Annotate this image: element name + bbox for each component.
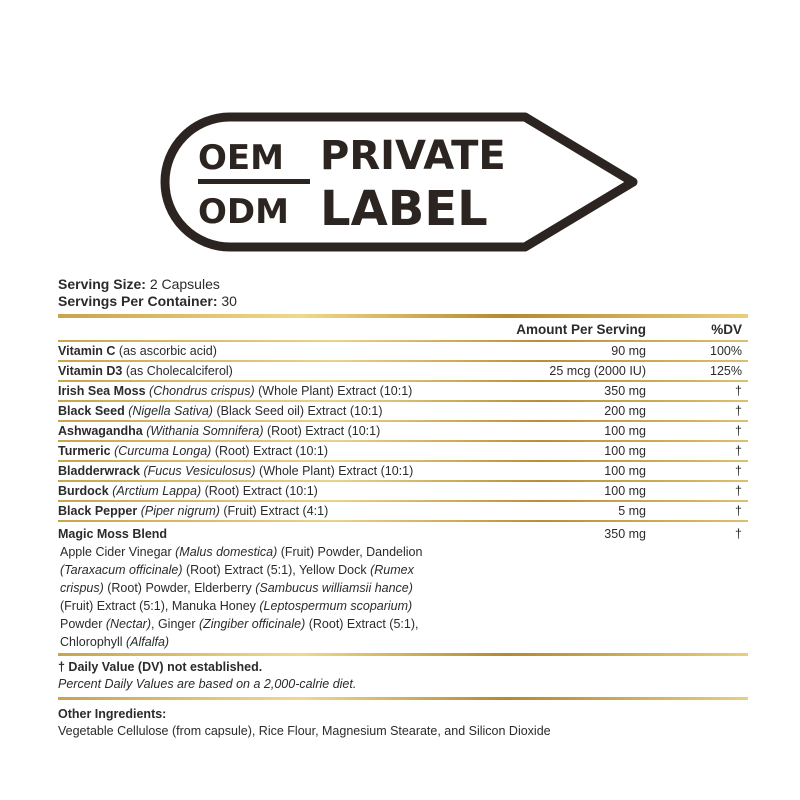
ingredient-dv: † <box>735 383 742 398</box>
serving-size-label: Serving Size: <box>58 276 146 292</box>
blend-line: Chlorophyll (Alfalfa) <box>60 634 170 649</box>
blend-line: (Fruit) Extract (5:1), Manuka Honey (Leptospermum scoparium) <box>60 598 413 613</box>
blend-line: crispus) (Root) Powder, Elderberry (Sambucus williamsii hance) <box>60 580 413 595</box>
ingredient-name: Black Seed (Nigella Sativa) (Black Seed oil) Extract (10:1) <box>58 403 383 418</box>
footnotes <box>58 656 748 697</box>
logo-divider <box>198 179 310 184</box>
other-ingredients <box>58 700 748 741</box>
ingredient-name: Turmeric (Curcuma Longa) (Root) Extract (10:1) <box>58 443 329 458</box>
blend-line: Apple Cider Vinegar (Malus domestica) (Fruit) Powder, Dandelion <box>60 544 423 559</box>
ingredient-amount: 90 mg <box>611 343 646 358</box>
serving-size-line <box>58 276 748 293</box>
ingredient-row <box>58 442 748 461</box>
facts-header-row <box>58 318 748 340</box>
ingredient-name: Ashwagandha (Withania Somnifera) (Root) Extract (10:1) <box>58 423 381 438</box>
ingredient-row <box>58 422 748 441</box>
ingredient-dv: † <box>735 423 742 438</box>
supplement-facts-panel <box>58 276 748 741</box>
ingredient-row <box>58 362 748 381</box>
ingredient-name: Vitamin D3 (as Cholecalciferol) <box>58 363 233 378</box>
other-ingredients-text: Vegetable Cellulose (from capsule), Rice Flour, Magnesium Stearate, and Silicon Dioxide <box>58 724 551 738</box>
ingredient-row <box>58 382 748 401</box>
ingredient-row <box>58 502 748 521</box>
ingredient-amount: 350 mg <box>604 383 646 398</box>
ingredient-dv: † <box>735 503 742 518</box>
percent-dv-footnote: Percent Daily Values are based on a 2,000-calrie diet. <box>58 676 357 691</box>
ingredient-dv: † <box>735 443 742 458</box>
ingredient-name: Burdock (Arctium Lappa) (Root) Extract (10:1) <box>58 483 318 498</box>
servings-per-container-label: Servings Per Container: <box>58 293 218 309</box>
ingredient-row <box>58 462 748 481</box>
ingredient-amount: 25 mcg (2000 IU) <box>549 363 646 378</box>
ingredient-amount: 100 mg <box>604 483 646 498</box>
ingredient-name: Vitamin C (as ascorbic acid) <box>58 343 217 358</box>
dv-footnote: † Daily Value (DV) not established. <box>58 659 263 674</box>
ingredient-amount: 100 mg <box>604 423 646 438</box>
ingredient-name: Black Pepper (Piper nigrum) (Fruit) Extract (4:1) <box>58 503 329 518</box>
ingredient-dv: 100% <box>710 343 742 358</box>
ingredient-name: Bladderwrack (Fucus Vesiculosus) (Whole Plant) Extract (10:1) <box>58 463 414 478</box>
servings-per-container-value: 30 <box>221 293 237 309</box>
amount-per-serving-header: Amount Per Serving <box>516 321 646 337</box>
ingredient-amount: 100 mg <box>604 463 646 478</box>
blend-dv: † <box>735 526 742 541</box>
ingredient-dv: 125% <box>710 363 742 378</box>
ingredient-amount: 200 mg <box>604 403 646 418</box>
servings-per-container-line <box>58 293 748 310</box>
blend-row <box>58 522 748 651</box>
ingredient-amount: 100 mg <box>604 443 646 458</box>
blend-ingredients <box>58 543 506 651</box>
logo-label-text: LABEL <box>320 181 488 237</box>
ingredient-name: Irish Sea Moss (Chondrus crispus) (Whole Plant) Extract (10:1) <box>58 383 413 398</box>
ingredient-row <box>58 482 748 501</box>
ingredient-rows <box>58 342 748 522</box>
blend-line: (Taraxacum officinale) (Root) Extract (5:1), Yellow Dock (Rumex <box>60 562 414 577</box>
ingredient-dv: † <box>735 463 742 478</box>
blend-amount: 350 mg <box>604 526 646 541</box>
serving-size-value: 2 Capsules <box>149 276 220 292</box>
ingredient-row <box>58 402 748 421</box>
ingredient-dv: † <box>735 403 742 418</box>
blend-description <box>58 525 506 651</box>
ingredient-amount: 5 mg <box>618 503 646 518</box>
blend-line: Powder (Nectar), Ginger (Zingiber officinale) (Root) Extract (5:1), <box>60 616 419 631</box>
dv-header: %DV <box>711 321 742 337</box>
logo-oem-text: OEM <box>198 138 284 178</box>
other-ingredients-label: Other Ingredients: <box>58 706 167 721</box>
logo-odm-text: ODM <box>198 192 289 232</box>
blend-name: Magic Moss Blend <box>58 526 168 541</box>
ingredient-dv: † <box>735 483 742 498</box>
serving-info <box>58 276 748 310</box>
private-label-logo <box>160 112 640 252</box>
ingredient-row <box>58 342 748 361</box>
logo-private-text: PRIVATE <box>320 133 506 179</box>
